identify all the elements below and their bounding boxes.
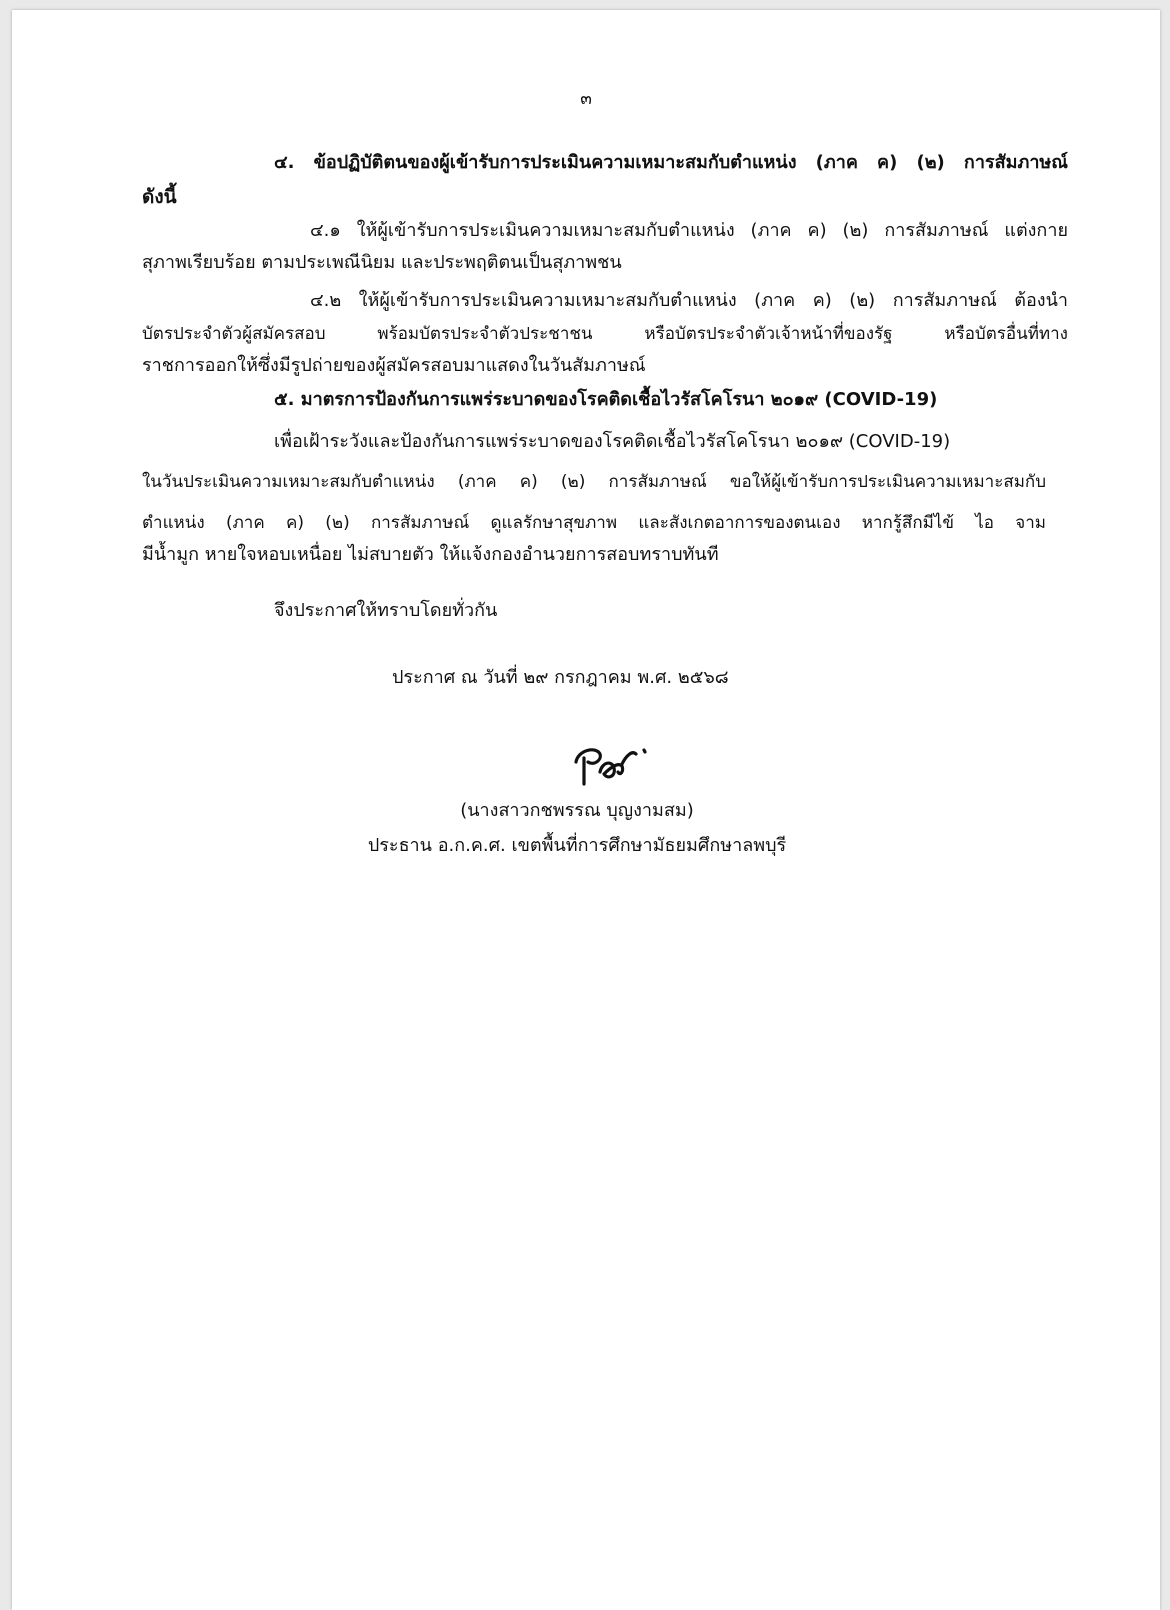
section5-heading: ๕. มาตรการป้องกันการแพร่ระบาดของโรคติดเชื้อไวรัสโคโรนา ๒๐๑๙ (COVID-19)	[274, 389, 938, 410]
document-page	[12, 10, 1160, 1610]
signer-name: (นางสาวกชพรรณ บุญงามสม)	[460, 800, 694, 821]
section4-item2-line2: บัตรประจำตัวผู้สมัครสอบ พร้อมบัตรประจำตัวประชาชน หรือบัตรประจำตัวเจ้าหน้าที่ของรัฐ หรือบัตรอื่นที่ทาง	[142, 324, 1068, 344]
section5-para-line2: ในวันประเมินความเหมาะสมกับตำแหน่ง (ภาค ค) (๒) การสัมภาษณ์ ขอให้ผู้เข้ารับการประเมินความเหมาะสมกับ	[142, 472, 1046, 492]
section4-heading: ๔. ข้อปฏิบัติตนของผู้เข้ารับการประเมินความเหมาะสมกับตำแหน่ง (ภาค ค) (๒) การสัมภาษณ์	[274, 152, 1068, 173]
section4-item1-line2: สุภาพเรียบร้อย ตามประเพณีนิยม และประพฤติตนเป็นสุภาพชน	[142, 252, 622, 273]
section4-item1-line1: ๔.๑ ให้ผู้เข้ารับการประเมินความเหมาะสมกับตำแหน่ง (ภาค ค) (๒) การสัมภาษณ์ แต่งกาย	[310, 220, 1068, 241]
handwritten-signature	[570, 732, 660, 792]
section4-item2-line3: ราชการออกให้ซึ่งมีรูปถ่ายของผู้สมัครสอบมาแสดงในวันสัมภาษณ์	[142, 355, 646, 376]
announcement-date: ประกาศ ณ วันที่ ๒๙ กรกฎาคม พ.ศ. ๒๕๖๘	[392, 667, 729, 688]
section4-heading-continuation: ดังนี้	[142, 186, 177, 208]
closing-statement: จึงประกาศให้ทราบโดยทั่วกัน	[274, 600, 498, 621]
section4-item2-line1: ๔.๒ ให้ผู้เข้ารับการประเมินความเหมาะสมกับตำแหน่ง (ภาค ค) (๒) การสัมภาษณ์ ต้องนำ	[310, 290, 1068, 311]
section5-para-line4: มีน้ำมูก หายใจหอบเหนื่อย ไม่สบายตัว ให้แจ้งกองอำนวยการสอบทราบทันที	[142, 544, 719, 565]
signer-title: ประธาน อ.ก.ค.ศ. เขตพื้นที่การศึกษามัธยมศึกษาลพบุรี	[367, 835, 787, 856]
page-number: ๓	[580, 89, 592, 109]
section5-para-line3: ตำแหน่ง (ภาค ค) (๒) การสัมภาษณ์ ดูแลรักษาสุขภาพ และสังเกตอาการของตนเอง หากรู้สึกมีไข้ ไอ จาม	[142, 513, 1046, 533]
section5-para-line1: เพื่อเฝ้าระวังและป้องกันการแพร่ระบาดของโรคติดเชื้อไวรัสโคโรนา ๒๐๑๙ (COVID-19)	[274, 431, 951, 452]
